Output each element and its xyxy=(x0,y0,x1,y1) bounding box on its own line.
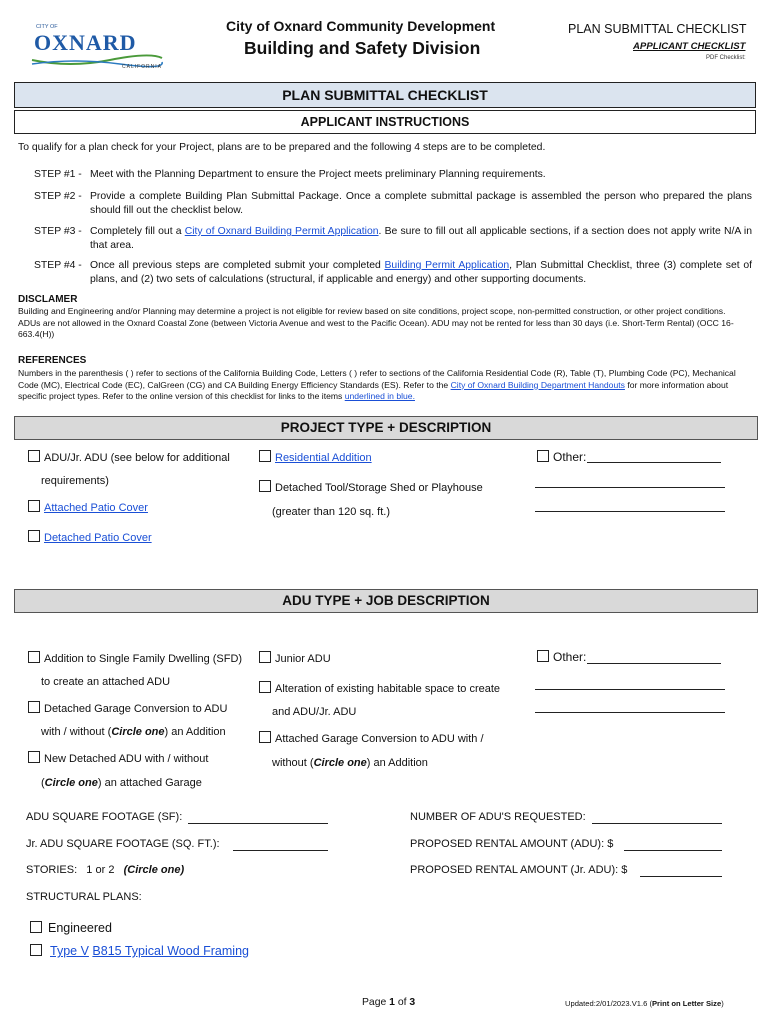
stories-label: STORIES: 1 or 2 xyxy=(26,864,124,876)
checkbox-icon[interactable] xyxy=(28,500,40,512)
header-right-sub: APPLICANT CHECKLIST xyxy=(633,41,746,52)
garage-conversion-option[interactable] xyxy=(28,701,227,715)
nd-b: ) an attached Garage xyxy=(97,777,202,789)
new-detached-option[interactable] xyxy=(28,751,208,765)
disclaimer-text: Building and Engineering and/or Planning may determine a project is not eligible for review based on site conditions, project scope, non-permitted construction, or other project conditions. ADUs are not allowed in the Oxnard Coastal Zone (between Victoria Avenue and west to the Pacific Ocean). ADU may not be rented for less than 30 days (i.e. Short-Term Rental) (OCC 16-663.4(H)) xyxy=(18,306,734,340)
ag-b: ) an Addition xyxy=(366,757,428,769)
alteration-label: Alteration of existing habitable space to create xyxy=(275,683,501,695)
checkbox-icon[interactable] xyxy=(28,701,40,713)
num-adus-input[interactable] xyxy=(592,823,722,824)
step-2 xyxy=(34,190,754,218)
project-other-label: Other: xyxy=(553,450,587,464)
adu-other-label: Other: xyxy=(553,650,587,664)
step-4 xyxy=(34,259,754,287)
step-1-text: Meet with the Planning Department to ensure the Project meets preliminary Planning requirements. xyxy=(90,169,546,180)
updated-close: ) xyxy=(721,999,724,1008)
nd-a: ( xyxy=(41,777,45,789)
page-total: 3 xyxy=(409,997,416,1008)
adu-type-heading: ADU TYPE + JOB DESCRIPTION xyxy=(282,593,490,608)
checkbox-icon[interactable] xyxy=(28,530,40,542)
attached-garage-label: Attached Garage Conversion to ADU with / xyxy=(275,733,484,745)
attached-patio-option[interactable] xyxy=(28,500,148,514)
type-v-link[interactable]: Type V xyxy=(50,944,89,958)
adu-other-line-3[interactable] xyxy=(535,712,725,713)
gc-circle-one: Circle one xyxy=(111,726,165,738)
shed-label: Detached Tool/Storage Shed or Playhouse xyxy=(275,482,483,494)
adu-label: ADU/Jr. ADU (see below for additional xyxy=(44,452,230,464)
header-right-title: PLAN SUBMITTAL CHECKLIST xyxy=(568,22,747,36)
references-text xyxy=(18,368,746,403)
stories-field xyxy=(26,864,184,876)
ag-a: without ( xyxy=(272,757,314,769)
garage-conversion-label: Detached Garage Conversion to ADU xyxy=(44,703,228,715)
step-2-text: Provide a complete Building Plan Submittal Package. Once a complete submittal package is assembled the person who prepared the plans should fill out the checklist below. xyxy=(90,191,752,216)
project-type-bar xyxy=(14,416,758,440)
adu-option-cont: requirements) xyxy=(41,475,109,487)
project-type-heading: PROJECT TYPE + DESCRIPTION xyxy=(280,420,492,435)
step-3-text-a: Completely fill out a xyxy=(90,226,185,237)
shed-option-cont: (greater than 120 sq. ft.) xyxy=(272,506,391,518)
new-detached-label: New Detached ADU with / without xyxy=(44,753,209,765)
print-note: Print on Letter Size xyxy=(651,999,722,1008)
logo-name: OXNARD xyxy=(34,30,137,55)
adu-sf-input[interactable] xyxy=(188,823,328,824)
num-adus-field xyxy=(410,811,586,823)
project-other-line-2[interactable] xyxy=(535,487,725,488)
stories-circle-one: (Circle one) xyxy=(123,864,185,876)
checkbox-icon[interactable] xyxy=(259,450,271,462)
step-4-label: STEP #4 - xyxy=(34,260,82,271)
junior-adu-label: Junior ADU xyxy=(275,653,331,665)
disclaimer-heading: DISCLAMER xyxy=(18,294,78,305)
engineered-label: Engineered xyxy=(48,921,112,935)
attached-garage-option[interactable] xyxy=(259,731,484,745)
jr-sf-input[interactable] xyxy=(233,850,328,851)
adu-sf-field xyxy=(26,811,182,823)
header-right-small: PDF Checklist: xyxy=(706,55,746,61)
page-of: of xyxy=(394,997,410,1008)
references-text-a: Numbers in the parenthesis ( ) refer to sections of the California Building Code, Letters ( ) refer to sections of the California Residential Code (R), Table (T), Plumbing Code (PC), Mechanical Code (MC), Electrical Code (EC), CalGreen (CG) and CA Building Energy Efficiency Standards (ES). Refer to the xyxy=(18,368,736,390)
detached-patio-option[interactable] xyxy=(28,530,152,544)
addition-sfd-label: Addition to Single Family Dwelling (SFD) xyxy=(44,653,243,665)
garage-conversion-cont xyxy=(41,726,226,738)
step-4-text-b: , Plan Submittal Checklist, three (3) complete set of plans, and (2) two sets of calculations (structural, if applicable and energy) and other supporting documents. xyxy=(90,260,752,285)
attached-patio-link[interactable]: Attached Patio Cover xyxy=(44,502,148,514)
checkbox-icon[interactable] xyxy=(259,731,271,743)
rent-adu-label: PROPOSED RENTAL AMOUNT (ADU): $ xyxy=(410,838,614,850)
ag-circle-one: Circle one xyxy=(313,757,367,769)
checkbox-icon[interactable] xyxy=(28,651,40,663)
project-other-line-3[interactable] xyxy=(535,511,725,512)
step-1-label: STEP #1 - xyxy=(34,169,82,180)
logo-top-text: CITY OF xyxy=(36,24,58,30)
building-permit-application-link[interactable]: City of Oxnard Building Permit Application xyxy=(184,226,379,237)
project-other-line-1[interactable] xyxy=(587,462,721,463)
addition-sfd-cont: to create an attached ADU xyxy=(41,676,171,688)
b815-link[interactable]: B815 Typical Wood Framing xyxy=(92,944,249,958)
page-num: 1 xyxy=(389,997,395,1008)
underlined-link: underlined in blue. xyxy=(344,391,415,402)
adu-sf-label: ADU SQUARE FOOTAGE (SF): xyxy=(26,811,183,823)
num-adus-label: NUMBER OF ADU'S REQUESTED: xyxy=(410,811,586,823)
logo-sub: CALIFORNIA xyxy=(122,64,163,70)
checkbox-icon[interactable] xyxy=(30,921,42,933)
city-logo xyxy=(30,24,165,74)
attached-garage-cont xyxy=(272,757,428,769)
adu-other-line-1[interactable] xyxy=(587,663,721,664)
step-2-label: STEP #2 - xyxy=(34,191,82,202)
type-v-option[interactable] xyxy=(30,944,249,958)
step-3-text xyxy=(90,225,752,253)
checkbox-icon[interactable] xyxy=(259,681,271,693)
gc-a: with / without ( xyxy=(41,726,112,738)
step-1 xyxy=(34,168,754,182)
rent-jr-input[interactable] xyxy=(640,876,722,877)
checkbox-icon[interactable] xyxy=(28,751,40,763)
step-3-text-b: . Be sure to fill out all applicable sections, if a section does not apply write N/A in that area. xyxy=(90,226,752,251)
handouts-link[interactable]: City of Oxnard Building Department Handouts xyxy=(450,379,625,390)
adu-type-bar xyxy=(14,589,758,613)
main-title-bar xyxy=(14,82,756,108)
checkbox-icon[interactable] xyxy=(537,450,549,462)
checkbox-icon[interactable] xyxy=(259,651,271,663)
jr-sf-label: Jr. ADU SQUARE FOOTAGE (SQ. FT.): xyxy=(26,838,220,850)
main-title: PLAN SUBMITTAL CHECKLIST xyxy=(282,87,488,103)
header-title-2: Building and Safety Division xyxy=(244,38,481,58)
checkbox-icon[interactable] xyxy=(537,650,549,662)
alteration-option[interactable] xyxy=(259,681,500,695)
page-number xyxy=(362,997,415,1008)
addition-sfd-option[interactable] xyxy=(28,651,242,665)
updated-text: Updated:2/01/2023.V1.6 ( xyxy=(565,999,652,1008)
header-title-1: City of Oxnard Community Development xyxy=(226,18,496,34)
step-4-text-a: Once all previous steps are completed submit your completed xyxy=(90,260,385,271)
structural-plans-label: STRUCTURAL PLANS: xyxy=(26,891,142,903)
residential-addition-option[interactable] xyxy=(259,450,372,464)
new-detached-cont xyxy=(41,777,202,789)
page-label: Page xyxy=(362,997,390,1008)
references-text-b: for more information about specific project types. Refer to the online version of this checklist for links to the items xyxy=(18,379,729,402)
instructions-bar xyxy=(14,110,756,134)
step-4-text xyxy=(90,259,752,287)
permit-application-link[interactable]: Building Permit Application xyxy=(384,260,510,271)
junior-adu-option[interactable] xyxy=(259,651,331,665)
nd-circle-one: Circle one xyxy=(44,777,98,789)
engineered-option[interactable] xyxy=(30,921,112,935)
rent-adu-input[interactable] xyxy=(624,850,722,851)
residential-addition-link[interactable]: Residential Addition xyxy=(275,452,372,464)
footer-updated xyxy=(565,999,724,1008)
checkbox-icon[interactable] xyxy=(28,450,40,462)
detached-patio-link[interactable]: Detached Patio Cover xyxy=(44,532,152,544)
gc-b: ) an Addition xyxy=(164,726,226,738)
instructions-heading: APPLICANT INSTRUCTIONS xyxy=(300,115,470,129)
adu-other-option[interactable] xyxy=(537,650,586,664)
rent-jr-label: PROPOSED RENTAL AMOUNT (Jr. ADU): $ xyxy=(410,864,628,876)
step-3-label: STEP #3 - xyxy=(34,226,82,237)
adu-other-line-2[interactable] xyxy=(535,689,725,690)
checkbox-icon[interactable] xyxy=(259,480,271,492)
references-heading: REFERENCES xyxy=(18,355,87,366)
step-3 xyxy=(34,225,754,253)
project-other-option[interactable] xyxy=(537,450,586,464)
rent-adu-field xyxy=(410,838,613,850)
shed-option[interactable] xyxy=(259,480,483,494)
jr-sf-field xyxy=(26,838,220,850)
adu-option[interactable] xyxy=(28,450,230,464)
checkbox-icon[interactable] xyxy=(30,944,42,956)
instructions-intro: To qualify for a plan check for your Project, plans are to be prepared and the following 4 steps are to be completed. xyxy=(18,142,546,153)
rent-jr-field xyxy=(410,864,627,876)
alteration-cont: and ADU/Jr. ADU xyxy=(272,706,357,718)
